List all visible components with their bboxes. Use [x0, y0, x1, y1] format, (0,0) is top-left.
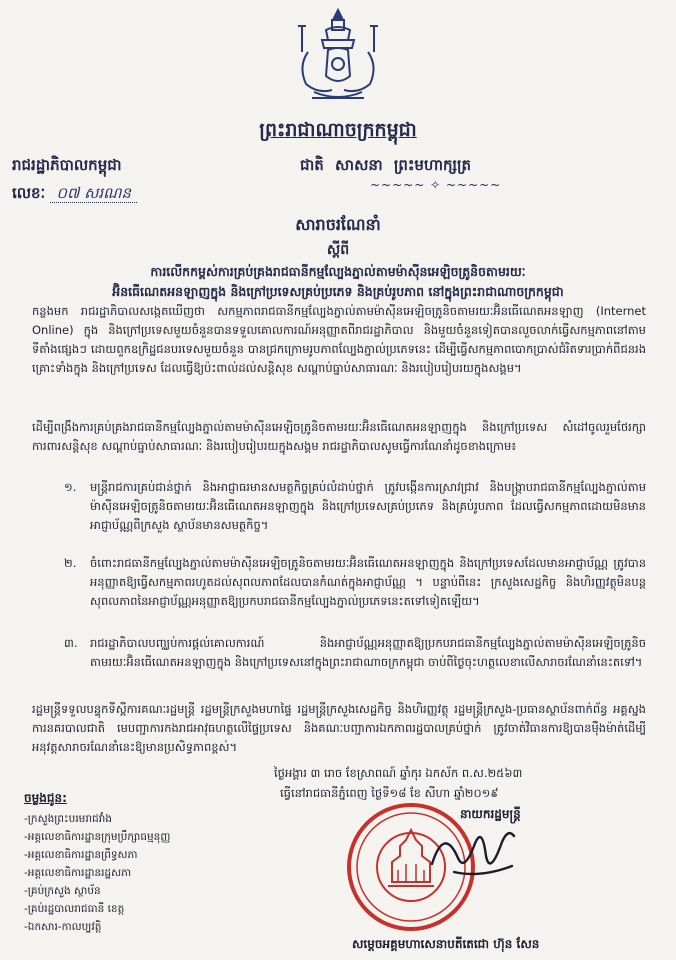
recipients-title: ចម្លងជូន: [24, 791, 67, 805]
kingdom-title: ព្រះរាជាណាចក្រកម្ពុជា [259, 119, 417, 141]
reference-number [12, 184, 137, 206]
document-about: ស្តីពី [326, 242, 350, 258]
issuing-authority: រាជរដ្ឋាភិបាលកម្ពុជា [12, 156, 122, 174]
directive-text: រាជរដ្ឋាភិបាលបញ្ឈប់ការផ្តល់គោលការណ៍ និងអាជ្ញាប័ណ្ណអនុញ្ញាតឱ្យប្រកបរាជធានីកម្មល្បែងភ្នាល់តាមម៉ាស៊ីនអេឡិចត្រូនិចតាមរយៈអ៊ិនធើណេតអនឡាញក្នុង និងក្រៅប្រទេសនៅក្នុងព្រះរាជាណាចក្រកម្ពុជា ចាប់ពីថ្ងៃចុះហត្ថលេខាលើសារាចរណែនាំនេះតទៅ។ [90, 636, 646, 669]
body-paragraph-1: កន្លងមក រាជរដ្ឋាភិបាលសង្កេតឃើញថា សកម្មភាពរាជធានីកម្មល្បែងភ្នាល់តាមម៉ាស៊ីនអេឡិចត្រូនិចតាមរយៈអ៊ិនធើណេតអនឡាញ (Internet Online) ក្នុង និងក្រៅប្រទេសមួយចំនួនបានទទួលគោលការណ៍អនុញ្ញាតពីរាជរដ្ឋាភិបាល និងមួយចំនួនទៀតបានលួចលាក់ធ្វើសកម្មភាពនៅតាមទីតាំងផ្សេងៗ ដោយពួកឧក្រិដ្ឋជនបរទេសមួយចំនួន បានជ្រកក្រោមរូបភាពល្បែងភ្នាល់ប្រភេទនេះ ដើម្បីធ្វើសកម្មភាពបោកប្រាស់ជំរិតទារប្រាក់ពីជនរងគ្រោះទាំងក្នុង និងក្រៅប្រទេស ដែលធ្វើឱ្យប៉ះពាល់ដល់សន្តិសុខ សណ្តាប់ធ្នាប់សាធារណៈ និងរបៀបរៀបរយក្នុងសង្គម។ [32, 304, 646, 375]
list-item: -អគ្គលេខាធិការដ្ឋានក្រុមប្រឹក្សាធម្មនុញ្ញ [24, 831, 171, 843]
body-paragraph-3: រដ្ឋមន្ត្រីទទួលបន្ទុកទីស្តីការគណៈរដ្ឋមន្ត្រី រដ្ឋមន្ត្រីក្រសួងមហាផ្ទៃ រដ្ឋមន្ត្រីក្រសួងសេដ្ឋកិច្ច និងហិរញ្ញវត្ថុ រដ្ឋមន្ត្រីក្រសួង-ប្រធានស្ថាប័នពាក់ព័ន្ធ អគ្គស្នងការនគរបាលជាតិ មេបញ្ជាការកងរាជអាវុធហត្ថលើផ្ទៃប្រទេស និងគណៈបញ្ជាការឯកភាពរដ្ឋបាលគ្រប់ថ្នាក់ ត្រូវចាត់វិធានការឱ្យបានម៉ឺងម៉ាត់ដើម្បីអនុវត្តសារាចរណែនាំនេះឱ្យមានប្រសិទ្ធភាពខ្ពស់។ [32, 702, 646, 754]
signer-name: សម្តេចអគ្គមហាសេនាបតីតេជោ ហ៊ុន សែន [352, 937, 540, 951]
royal-coat-of-arms-icon [288, 6, 388, 106]
subject-line-1: ការលើកកម្ពស់ការគ្រប់គ្រងរាជធានីកម្មល្បែងភ្នាល់តាមម៉ាស៊ីនអេឡិចត្រូនិចតាមរយៈ [150, 264, 526, 279]
list-item: -អគ្គលេខាធិការដ្ឋានរដ្ឋសភា [24, 867, 132, 879]
body-paragraph-2: ដើម្បីពង្រឹងការគ្រប់គ្រងរាជធានីកម្មល្បែងភ្នាល់តាមម៉ាស៊ីនអេឡិចត្រូនិចតាមរយៈអ៊ិនធើណេតអនឡាញក្នុង និងក្រៅប្រទេស សំដៅចូលរួមថែរក្សាការពារសន្តិសុខ សណ្តាប់ធ្នាប់សាធារណៈ និងរបៀបរៀបរយក្នុងសង្គម រាជរដ្ឋាភិបាលសូមធ្វើការណែនាំដូចខាងក្រោម៖ [32, 420, 646, 453]
directive-text: មន្ត្រីរាជការគ្រប់ជាន់ថ្នាក់ និងអាជ្ញាធរមានសមត្ថកិច្ចគ្រប់លំដាប់ថ្នាក់ ត្រូវបង្កើនការស្រាវជ្រាវ និងបង្ក្រាបរាជធានីកម្មល្បែងភ្នាល់តាមម៉ាស៊ីនអេឡិចត្រូនិចតាមរយៈអ៊ិនធើណេតអនឡាញក្នុង និងក្រៅប្រទេសគ្រប់ប្រភេទ និងគ្រប់រូបភាព ដែលធ្វើសកម្មភាពដោយមិនមានអាជ្ញាប័ណ្ណពីក្រសួង ស្ថាប័នមានសមត្ថកិច្ច។ [90, 480, 646, 532]
directive-number: ១. [64, 480, 77, 494]
lunar-date: ថ្ងៃអង្គារ ៣ រោច ខែស្រាពណ៍ ឆ្នាំកុរ ឯកស័ក ព.ស.២៥៦៣ [274, 766, 523, 780]
reference-label: លេខៈ [12, 184, 46, 202]
reference-value: ០៧ សរណន [50, 184, 137, 203]
national-motto: ជាតិ សាសនា ព្រះមហាក្សត្រ [300, 156, 471, 174]
directive-number: ៣. [64, 636, 78, 650]
list-item: -គ្រប់ក្រសួង ស្ថាប័ន [24, 885, 101, 897]
list-item: -គ្រប់រដ្ឋបាលរាជធានី ខេត្ត [24, 903, 125, 915]
directive-number: ២. [64, 556, 77, 570]
list-item: -ឯកសារ-កាលប្បវត្តិ [24, 921, 102, 933]
recipients-list [24, 810, 170, 936]
document-subject [28, 262, 648, 302]
solar-date-place: ធ្វើនៅរាជធានីភ្នំពេញ ថ្ងៃទី១៨ ខែ សីហា ឆ្នាំ២០១៩ [280, 786, 499, 800]
document-type: សារាចរណែនាំ [295, 215, 381, 234]
directive-text: ចំពោះរាជធានីកម្មល្បែងភ្នាល់តាមម៉ាស៊ីនអេឡិចត្រូនិចតាមរយៈអ៊ិនធើណេតអនឡាញក្នុង និងក្រៅប្រទេសដែលមានអាជ្ញាប័ណ្ណ ត្រូវបានអនុញ្ញាតឱ្យធ្វើសកម្មភាពរហូតដល់សុពលភាពដែលបានកំណត់ក្នុងអាជ្ញាប័ណ្ណ ។ បន្ទាប់ពីនេះ ក្រសួងសេដ្ឋកិច្ច និងហិរញ្ញវត្ថុមិនបន្តសុពលភាពនៃអាជ្ញាប័ណ្ណអនុញ្ញាតឱ្យប្រកបរាជធានីកម្មល្បែងភ្នាល់ប្រភេទនេះតទៅទៀតឡើយ។ [90, 556, 646, 608]
directive-item-1 [64, 478, 646, 535]
subject-line-2: អ៊ិនធើណេតអនឡាញក្នុង និងក្រៅប្រទេសគ្រប់ប្រភេទ និងគ្រប់រូបភាព នៅក្នុងព្រះរាជាណាចក្រកម្ពុជា [112, 284, 564, 299]
list-item: -អគ្គលេខាធិការដ្ឋានព្រឹទ្ធសភា [24, 849, 138, 861]
motto-ornament: ~~~~~ ✧ ~~~~~ [370, 178, 502, 192]
directive-item-2 [64, 554, 646, 611]
signer-title: នាយករដ្ឋមន្ត្រី [460, 807, 521, 821]
directive-item-3 [64, 634, 646, 672]
list-item: -ក្រសួងព្រះបរមរាជវាំង [24, 813, 112, 825]
